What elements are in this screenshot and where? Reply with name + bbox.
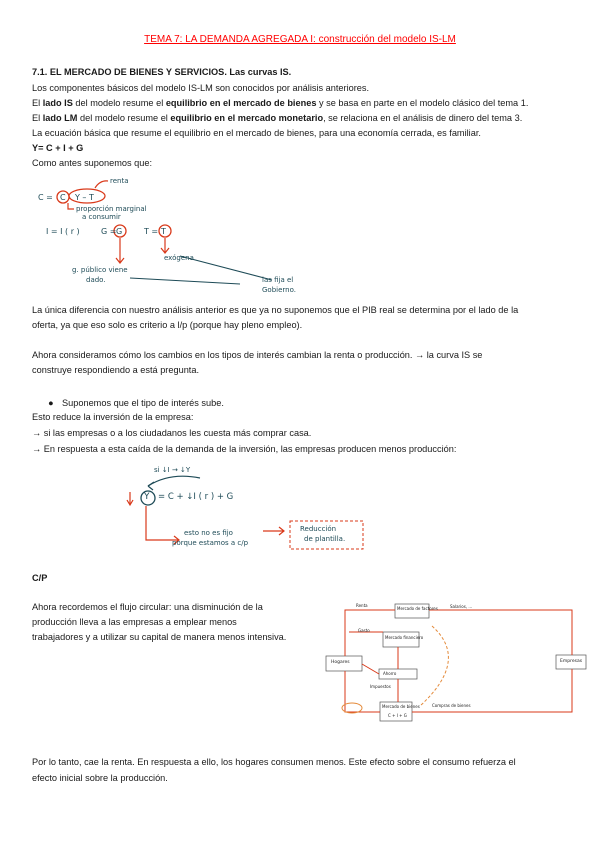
bullet-dot: ● bbox=[48, 398, 54, 408]
paragraph: construye respondiendo a está pregunta. bbox=[32, 365, 200, 375]
hw-box1: Reducción bbox=[300, 525, 337, 533]
paragraph: efecto inicial sobre la producción. bbox=[32, 773, 168, 783]
flow-impuestos: Impuestos bbox=[370, 684, 391, 689]
flow-mercado-fin: Mercado financiero bbox=[385, 635, 424, 640]
hw-t-bar: T bbox=[161, 227, 166, 236]
hw-box2: de plantilla. bbox=[304, 535, 346, 543]
paragraph: oferta, ya que eso solo es criterio a l/p (porque hay pleno empleo). bbox=[32, 320, 303, 330]
flow-consumo: C + I + G bbox=[388, 713, 407, 718]
hw-note2: porque estamos a c/p bbox=[172, 539, 249, 547]
bullet-text: Suponemos que el tipo de interés sube. bbox=[62, 398, 224, 408]
paragraph: El lado LM del modelo resume el equilibrio en el mercado monetario, se relaciona en el análisis de dinero del tema 3. bbox=[32, 113, 523, 123]
hw-fija1: las fija el bbox=[262, 276, 294, 284]
hw-note1: esto no es fijo bbox=[184, 529, 233, 537]
hw-y-minus-t: Y – T bbox=[75, 193, 94, 202]
paragraph: El lado IS del modelo resume el equilibrio en el mercado de bienes y se basa en parte en el modelo clásico del tema 1. bbox=[32, 98, 529, 108]
hw-t-eq: T = bbox=[144, 227, 159, 236]
flow-hogares: Hogares bbox=[331, 660, 350, 665]
paragraph: Por lo tanto, cae la renta. En respuesta a ello, los hogares consumen menos. Este efecto sobre el consumo refuerza el bbox=[32, 757, 516, 767]
flow-salarios: Salarios, ... bbox=[450, 604, 473, 609]
section-heading: 7.1. EL MERCADO DE BIENES Y SERVICIOS. Las curvas IS. bbox=[32, 67, 292, 77]
flow-compras: Compras de bienes bbox=[432, 703, 471, 708]
paragraph: La ecuación básica que resume el equilibrio en el mercado de bienes, para una economía cerrada, es familiar. bbox=[32, 128, 481, 138]
hw-exogena: exógena bbox=[164, 254, 194, 262]
hw-prop1: proporción marginal bbox=[76, 205, 147, 213]
hw-top: si ↓I → ↓Y bbox=[154, 466, 191, 474]
flow-renta: Renta bbox=[356, 603, 368, 608]
hw-fija2: Gobierno. bbox=[262, 286, 296, 294]
section-label: C/P bbox=[32, 573, 48, 583]
flow-bienes: Mercado de bienes bbox=[382, 704, 420, 709]
hw-g-bar: G bbox=[116, 227, 123, 236]
hw-g-eq: G = bbox=[101, 227, 117, 236]
hw-c-circle: C bbox=[60, 193, 66, 202]
hw-c-eq: C = bbox=[38, 193, 53, 202]
flow-empresas: Empresas bbox=[560, 659, 583, 664]
list-line: Esto reduce la inversión de la empresa: bbox=[32, 412, 194, 422]
list-line: → si las empresas o a los ciudadanos les cuesta más comprar casa. bbox=[32, 428, 312, 438]
list-line: → En respuesta a esta caída de la demanda de la inversión, las empresas producen menos producción: bbox=[32, 444, 457, 454]
flow-mercado: Mercado de factores bbox=[397, 606, 438, 611]
equation: Y= C + I + G bbox=[32, 143, 84, 153]
flow-gasto: Gasto bbox=[358, 628, 370, 633]
page-title: TEMA 7: LA DEMANDA AGREGADA I: construcción del modelo IS-LM bbox=[144, 34, 456, 45]
paragraph: producción lleva a las empresas a emplear menos bbox=[32, 617, 237, 627]
paragraph: Los componentes básicos del modelo IS-LM son conocidos por análisis anteriores. bbox=[32, 83, 370, 93]
paragraph: Como antes suponemos que: bbox=[32, 158, 153, 168]
hw-i-eq: I = I ( r ) bbox=[46, 227, 80, 236]
paragraph: trabajadores y a utilizar su capital de manera menos intensiva. bbox=[32, 632, 287, 642]
hw-y: Y bbox=[144, 492, 150, 502]
hw-renta: renta bbox=[110, 177, 129, 185]
hw-prop2: a consumir bbox=[82, 213, 121, 221]
paragraph: Ahora recordemos el flujo circular: una disminución de la bbox=[32, 602, 263, 612]
hw-eq2: = C + ↓I ( r ) + G bbox=[158, 492, 234, 502]
hw-gpub2: dado. bbox=[86, 276, 106, 284]
flow-ahorro: Ahorro bbox=[383, 671, 397, 676]
paragraph: La única diferencia con nuestro análisis anterior es que ya no suponemos que el PIB real se determina por el lado de la bbox=[32, 305, 519, 315]
hw-gpub1: g. público viene bbox=[72, 266, 128, 274]
paragraph: Ahora consideramos cómo los cambios en los tipos de interés cambian la renta o producción. → la curva IS se bbox=[32, 350, 483, 360]
